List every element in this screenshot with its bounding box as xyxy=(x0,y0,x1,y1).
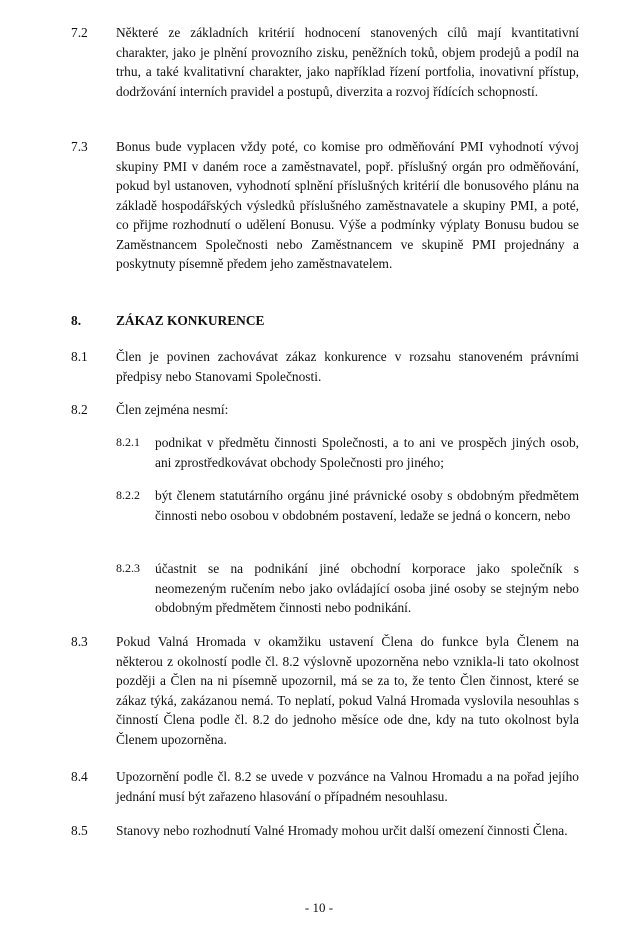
clause-text: Pokud Valná Hromada v okamžiku ustavení Člena do funkce byla Členem na některou z okolností podle čl. 8.2 výslovně upozorněna nebo vznikla-li tato okolnost později a Člen na ni písemně upozornil, má se za to, že tento Člen činnost, které se zákaz týká, zakázanou nemá. To neplatí, pokud Valná Hromada vyslovila nesouhlas s činností Člena podle čl. 8.2 do jednoho měsíce ode dne, kdy na tuto okolnost byla Členem upozorněna. xyxy=(116,634,579,747)
clause-text: Bonus bude vyplacen vždy poté, co komise pro odměňování PMI vyhodnotí vývoj skupiny PMI v daném roce a zaměstnavatel, popř. příslušný orgán pro odměňování, pokud byl ustanoven, vyhodnotí splnění příslušných kritérií dle bonusového plánu na základě hospodářských výsledků příslušného zaměstnavatele a skupiny PMI, a poté, co přijme rozhodnutí o udělení Bonusu. Výše a podmínky výplaty Bonusu budou se Zaměstnancem Společnosti nebo Zaměstnancem ve skupině PMI projednány a poskytnuty písemně předem jeho zaměstnavatelem. xyxy=(116,139,579,271)
page-number: - 10 - xyxy=(304,900,334,915)
clause-text: Stanovy nebo rozhodnutí Valné Hromady mohou určit další omezení činnosti Člena. xyxy=(116,823,568,838)
section-number: 8. xyxy=(71,313,82,328)
subclause-number: 8.2.1 xyxy=(116,435,140,449)
subclause-number: 8.2.3 xyxy=(116,561,140,575)
clause-number: 8.2 xyxy=(71,402,88,417)
subclause-text: účastnit se na podnikání jiné obchodní korporace jako společník s neomezeným ručením nebo jako ovládající osoba jiné osoby se stejným nebo obdobným předmětem činnosti nebo podnikání. xyxy=(155,561,579,615)
clause-number: 8.5 xyxy=(71,823,88,838)
clause-number: 8.3 xyxy=(71,634,88,649)
subclause-text: být členem statutárního orgánu jiné právnické osoby s obdobným předmětem činnosti nebo osobou v obdobném postavení, ledaže se jedná o koncern, nebo xyxy=(155,488,579,523)
clause-text: Člen zejména nesmí: xyxy=(116,402,229,417)
clause-text: Některé ze základních kritérií hodnocení stanovených cílů mají kvantitativní charakter, jako je plnění provozního zisku, peněžních toků, objem prodejů a podíl na trhu, a také kvalitativní charakter, jako například řízení portfolia, inovativní přístup, dodržování interních pravidel a postupů, diverzita a rozvoj řídících schopností. xyxy=(116,25,579,99)
clause-number: 7.2 xyxy=(71,25,88,40)
clause-text: Upozornění podle čl. 8.2 se uvede v pozvánce na Valnou Hromadu a na pořad jejího jednání musí být zařazeno hlasování o případném nesouhlasu. xyxy=(116,769,579,804)
subclause-number: 8.2.2 xyxy=(116,488,140,502)
section-title: ZÁKAZ KONKURENCE xyxy=(116,313,265,328)
clause-number: 8.4 xyxy=(71,769,88,784)
clause-number: 7.3 xyxy=(71,139,88,154)
subclause-text: podnikat v předmětu činnosti Společnosti, a to ani ve prospěch jiných osob, ani zprostředkovávat obchody Společnosti pro jiného; xyxy=(155,435,579,470)
clause-text: Člen je povinen zachovávat zákaz konkurence v rozsahu stanoveném právními předpisy nebo Stanovami Společnosti. xyxy=(116,349,579,384)
clause-number: 8.1 xyxy=(71,349,88,364)
